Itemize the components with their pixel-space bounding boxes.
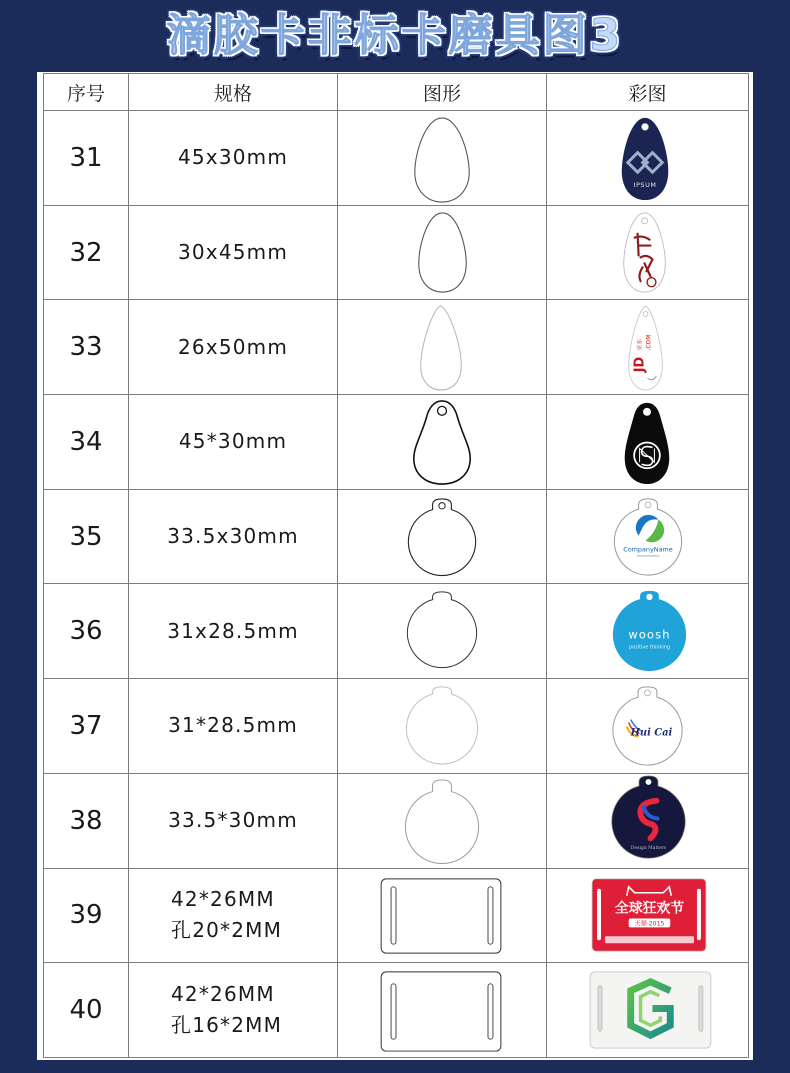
row-spec bbox=[129, 300, 338, 395]
teardrop-with-hole-outline-icon bbox=[338, 395, 546, 488]
row-index: 40 bbox=[44, 963, 129, 1058]
spec-line: 42*26MM bbox=[171, 982, 275, 1007]
shape-cell bbox=[338, 489, 547, 584]
row-index: 39 bbox=[44, 868, 129, 963]
header-photo: 彩图 bbox=[547, 74, 749, 111]
row-index: 36 bbox=[44, 584, 129, 679]
page-title: 滴胶卡非标卡磨具图3 bbox=[166, 10, 624, 61]
spec-line: 45x30mm bbox=[177, 145, 289, 170]
row-spec bbox=[129, 205, 338, 300]
rectangle-two-slots-outline-icon bbox=[338, 964, 546, 1057]
row-index: 32 bbox=[44, 205, 129, 300]
teardrop-outline-icon bbox=[338, 111, 546, 204]
jd-tag-photo bbox=[547, 301, 748, 394]
spec-line: 26x50mm bbox=[177, 334, 289, 359]
shape-cell bbox=[338, 300, 547, 395]
logo-text: 全球狂欢节 bbox=[614, 900, 685, 917]
round-tab-outline-icon bbox=[338, 679, 546, 772]
row-spec bbox=[129, 679, 338, 774]
spec-line: 孔20*2MM bbox=[171, 918, 283, 943]
round-tab-with-hole-outline-icon bbox=[338, 490, 546, 583]
round-tab-outline-icon bbox=[338, 585, 546, 678]
spec-line: 33.5x30mm bbox=[167, 524, 299, 549]
calligraphy-tag-photo bbox=[547, 206, 748, 299]
spec-line: 30x45mm bbox=[177, 240, 289, 265]
round-tab-outline-icon bbox=[338, 774, 546, 867]
ipsum-tag-photo bbox=[547, 111, 748, 204]
row-spec bbox=[129, 395, 338, 490]
row-index: 33 bbox=[44, 300, 129, 395]
row-spec bbox=[129, 489, 338, 584]
table-row bbox=[44, 300, 749, 395]
shape-cell bbox=[338, 584, 547, 679]
shape-cell bbox=[338, 111, 547, 206]
company-logo-tag-photo bbox=[547, 490, 748, 583]
photo-cell bbox=[547, 679, 749, 774]
spec-line: 45*30mm bbox=[178, 429, 288, 454]
photo-cell bbox=[547, 868, 749, 963]
header-spec: 规格 bbox=[129, 74, 338, 111]
logo-text: Hui Cai bbox=[630, 727, 673, 739]
logo-text: .COM bbox=[645, 334, 653, 351]
row-spec bbox=[129, 773, 338, 868]
shape-cell bbox=[338, 679, 547, 774]
spec-line: 33.5*30mm bbox=[168, 808, 298, 833]
table-row bbox=[44, 963, 749, 1058]
table-row bbox=[44, 868, 749, 963]
photo-cell bbox=[547, 584, 749, 679]
shape-cell bbox=[338, 868, 547, 963]
photo-cell bbox=[547, 489, 749, 584]
table-row bbox=[44, 111, 749, 206]
spec-line: 42*26MM bbox=[171, 887, 275, 912]
black-monogram-tag-photo bbox=[547, 395, 748, 488]
row-index: 38 bbox=[44, 773, 129, 868]
row-index: 34 bbox=[44, 395, 129, 490]
photo-cell bbox=[547, 300, 749, 395]
row-index: 35 bbox=[44, 489, 129, 584]
logo-text: Design Matters bbox=[630, 846, 667, 852]
logo-text: woosh bbox=[628, 627, 671, 642]
table-row bbox=[44, 205, 749, 300]
logo-text: 天猫·2015 bbox=[634, 920, 665, 928]
spec-line: 孔16*2MM bbox=[171, 1013, 283, 1038]
spec-line: 31*28.5mm bbox=[168, 713, 298, 738]
g-logo-card-photo bbox=[547, 964, 748, 1057]
woosh-tag-photo bbox=[547, 585, 748, 678]
table-row bbox=[44, 395, 749, 490]
row-spec bbox=[129, 868, 338, 963]
logo-text: CompanyName bbox=[623, 545, 673, 554]
photo-cell bbox=[547, 773, 749, 868]
table-row bbox=[44, 773, 749, 868]
design-matters-tag-photo bbox=[547, 774, 748, 867]
shape-cell bbox=[338, 773, 547, 868]
table-row bbox=[44, 489, 749, 584]
row-spec bbox=[129, 111, 338, 206]
row-spec bbox=[129, 963, 338, 1058]
logo-text: 京东 bbox=[636, 338, 644, 351]
tmall-card-photo bbox=[547, 869, 748, 962]
table-header-row bbox=[44, 74, 749, 111]
shape-cell bbox=[338, 395, 547, 490]
header-index: 序号 bbox=[44, 74, 129, 111]
row-index: 31 bbox=[44, 111, 129, 206]
spec-line: 31x28.5mm bbox=[167, 618, 299, 643]
shape-cell bbox=[338, 205, 547, 300]
photo-cell bbox=[547, 111, 749, 206]
rectangle-two-slots-outline-icon bbox=[338, 869, 546, 962]
table-row bbox=[44, 679, 749, 774]
logo-text: JD bbox=[632, 356, 648, 372]
row-spec bbox=[129, 584, 338, 679]
shape-cell bbox=[338, 963, 547, 1058]
huicai-tag-photo bbox=[547, 679, 748, 772]
table-row bbox=[44, 584, 749, 679]
mold-spec-table bbox=[43, 73, 749, 1058]
row-index: 37 bbox=[44, 679, 129, 774]
slim-teardrop-outline-icon bbox=[338, 301, 546, 394]
logo-tagline: positive thinking bbox=[628, 644, 670, 651]
header-shape: 图形 bbox=[338, 74, 547, 111]
photo-cell bbox=[547, 205, 749, 300]
photo-cell bbox=[547, 395, 749, 490]
teardrop-outline-icon bbox=[338, 206, 546, 299]
photo-cell bbox=[547, 963, 749, 1058]
logo-text: IPSUM bbox=[633, 181, 657, 190]
